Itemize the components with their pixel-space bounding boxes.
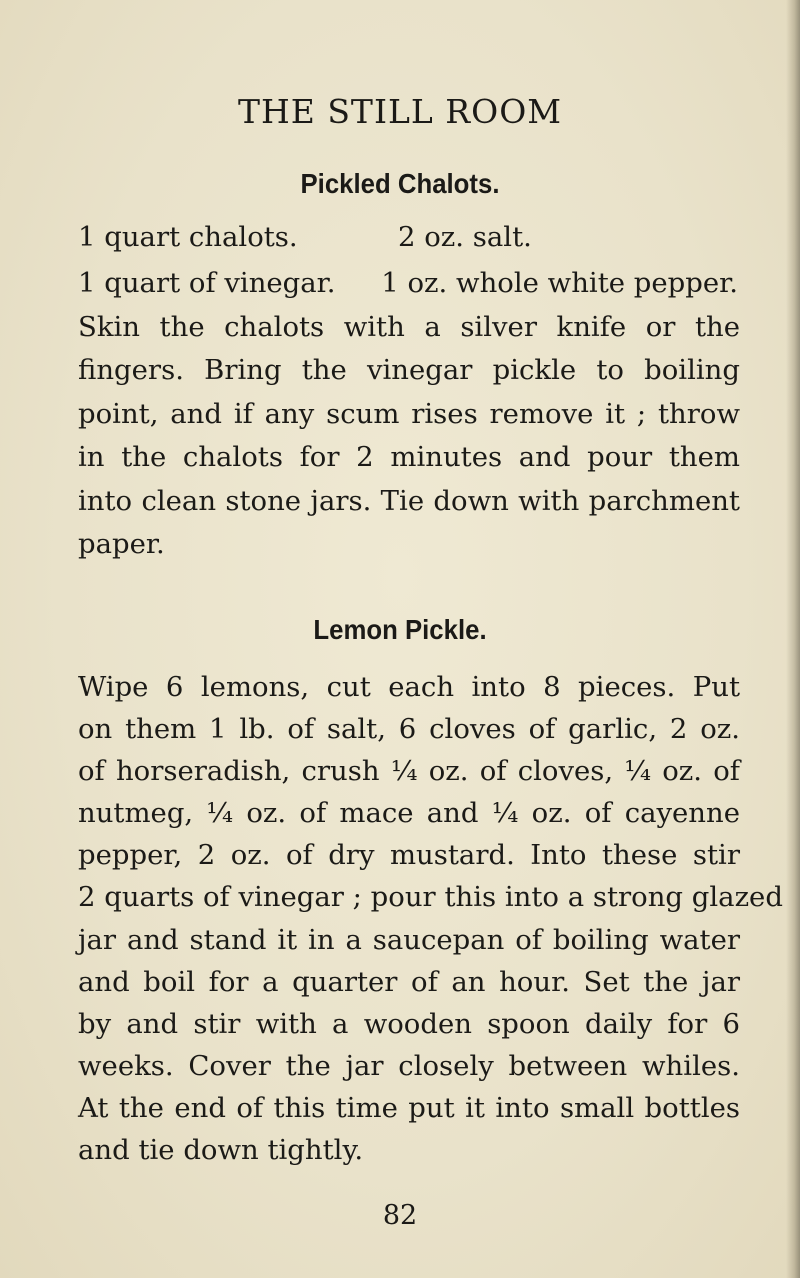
text-line: on them 1 lb. of salt, 6 cloves of garlic, 2 oz. bbox=[78, 713, 740, 746]
text-line: jar and stand it in a saucepan of boiling water bbox=[78, 923, 740, 956]
text-line: and boil for a quarter of an hour. Set the jar bbox=[78, 965, 740, 998]
recipe-instructions-pickled-chalots bbox=[78, 306, 740, 566]
text-line: 2 quarts of vinegar ; pour this into a strong glazed bbox=[78, 881, 783, 914]
ingredient-item: 1 oz. whole white pepper. bbox=[381, 267, 738, 299]
text-line: weeks. Cover the jar closely between whiles. bbox=[78, 1049, 740, 1082]
ingredient-list bbox=[78, 214, 738, 306]
text-line: into clean stone jars. Tie down with parchment bbox=[78, 484, 740, 517]
page-edge-shadow bbox=[786, 0, 800, 1278]
page-number: 82 bbox=[382, 1200, 418, 1231]
ingredient-item: 2 oz. salt. bbox=[398, 221, 532, 253]
text-line: At the end of this time put it into small bottles bbox=[78, 1091, 740, 1124]
text-line: fingers. Bring the vinegar pickle to boiling bbox=[78, 354, 740, 387]
text-line: by and stir with a wooden spoon daily for 6 bbox=[78, 1007, 740, 1040]
text-line: of horseradish, crush ¼ oz. of cloves, ¼ oz. of bbox=[78, 755, 740, 788]
text-line: in the chalots for 2 minutes and pour them bbox=[78, 441, 740, 474]
text-line: Skin the chalots with a silver knife or the bbox=[78, 311, 740, 343]
ingredient-row bbox=[78, 260, 738, 306]
running-head: THE STILL ROOM bbox=[237, 92, 563, 131]
text-line: and tie down tightly. bbox=[78, 1134, 364, 1167]
text-line: pepper, 2 oz. of dry mustard. Into these stir bbox=[78, 839, 740, 872]
ingredient-row bbox=[78, 214, 738, 260]
text-line: Wipe 6 lemons, cut each into 8 pieces. Put bbox=[78, 671, 740, 703]
recipe-title-lemon-pickle: Lemon Pickle. bbox=[313, 614, 487, 645]
ingredient-item: 1 quart chalots. bbox=[78, 221, 298, 253]
ingredient-item: 1 quart of vinegar. bbox=[78, 267, 336, 299]
recipe-instructions-lemon-pickle bbox=[78, 666, 783, 1171]
text-line: nutmeg, ¼ oz. of mace and ¼ oz. of cayenne bbox=[78, 797, 740, 830]
recipe-title-pickled-chalots: Pickled Chalots. bbox=[300, 168, 500, 199]
text-line: point, and if any scum rises remove it ; throw bbox=[78, 397, 740, 430]
text-line: paper. bbox=[78, 528, 165, 561]
